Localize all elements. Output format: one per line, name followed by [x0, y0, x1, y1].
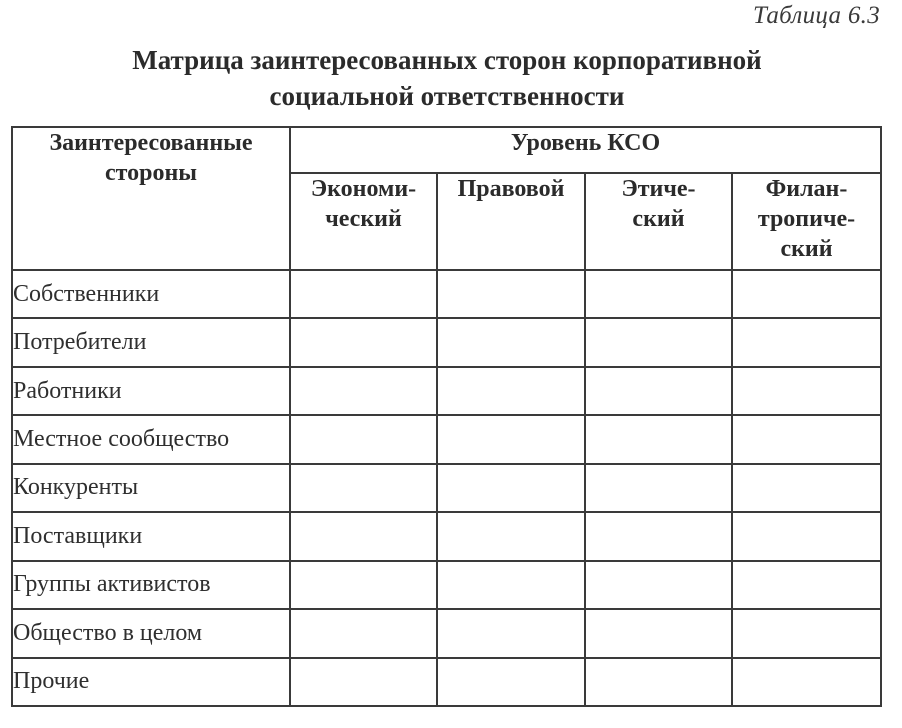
- cell-suppliers-philanthropic: [732, 512, 881, 560]
- cell-competitors-ethical: [585, 464, 732, 512]
- table-row: [12, 512, 881, 560]
- document-title: [0, 42, 894, 114]
- level-header-philanthropic: [732, 173, 881, 270]
- table-row: [12, 609, 881, 657]
- cell-suppliers-legal: [437, 512, 585, 560]
- title-line-1: Матрица заинтересованных сторон корпоративной: [132, 45, 762, 75]
- row-label-competitors: Конкуренты: [12, 464, 290, 512]
- cell-suppliers-economic: [290, 512, 437, 560]
- row-label-suppliers: Поставщики: [12, 512, 290, 560]
- cell-society-philanthropic: [732, 609, 881, 657]
- row-label-consumers: Потребители: [12, 318, 290, 366]
- header-row-top: [12, 127, 881, 173]
- level-header-philanthropic-line-1: Филан-: [765, 176, 848, 202]
- cell-other-legal: [437, 658, 585, 707]
- stakeholder-matrix-table: [11, 126, 882, 707]
- row-label-activist-groups: Группы активистов: [12, 561, 290, 609]
- cell-owners-ethical: [585, 270, 732, 318]
- title-line-2: социальной ответственности: [269, 81, 625, 111]
- level-header-ethical-line-2: ский: [632, 206, 685, 232]
- cell-activist-groups-philanthropic: [732, 561, 881, 609]
- table-number-label: Таблица 6.3: [753, 2, 880, 29]
- cell-owners-legal: [437, 270, 585, 318]
- cell-local-community-philanthropic: [732, 415, 881, 463]
- cell-activist-groups-legal: [437, 561, 585, 609]
- row-label-other: Прочие: [12, 658, 290, 707]
- cell-competitors-economic: [290, 464, 437, 512]
- cell-consumers-legal: [437, 318, 585, 366]
- level-header-legal-line-1: Правовой: [457, 176, 565, 202]
- cell-employees-ethical: [585, 367, 732, 415]
- cell-other-economic: [290, 658, 437, 707]
- cell-employees-economic: [290, 367, 437, 415]
- cell-other-ethical: [585, 658, 732, 707]
- table-row: [12, 658, 881, 707]
- cell-employees-philanthropic: [732, 367, 881, 415]
- cell-local-community-economic: [290, 415, 437, 463]
- cell-employees-legal: [437, 367, 585, 415]
- cell-consumers-economic: [290, 318, 437, 366]
- stakeholders-header-line-2: стороны: [104, 160, 198, 186]
- cell-owners-economic: [290, 270, 437, 318]
- cell-owners-philanthropic: [732, 270, 881, 318]
- table-row: [12, 415, 881, 463]
- cell-consumers-philanthropic: [732, 318, 881, 366]
- cell-consumers-ethical: [585, 318, 732, 366]
- stakeholders-header-line-1: Заинтересованные: [49, 130, 253, 156]
- kso-level-header: Уровень КСО: [290, 127, 881, 173]
- table-row: [12, 367, 881, 415]
- row-label-owners: Собственники: [12, 270, 290, 318]
- level-header-legal: [437, 173, 585, 270]
- cell-local-community-ethical: [585, 415, 732, 463]
- level-header-philanthropic-line-3: ский: [780, 236, 833, 262]
- level-header-economic-line-2: ческий: [325, 206, 402, 232]
- level-header-ethical: [585, 173, 732, 270]
- level-header-ethical-line-1: Этиче-: [621, 176, 696, 202]
- row-label-employees: Работники: [12, 367, 290, 415]
- row-label-local-community: Местное сообщество: [12, 415, 290, 463]
- cell-activist-groups-ethical: [585, 561, 732, 609]
- table-row: [12, 464, 881, 512]
- cell-other-philanthropic: [732, 658, 881, 707]
- cell-society-legal: [437, 609, 585, 657]
- table-row: [12, 270, 881, 318]
- level-header-economic: [290, 173, 437, 270]
- cell-society-economic: [290, 609, 437, 657]
- cell-activist-groups-economic: [290, 561, 437, 609]
- cell-local-community-legal: [437, 415, 585, 463]
- level-header-philanthropic-line-2: тропиче-: [757, 206, 856, 232]
- level-header-economic-line-1: Экономи-: [310, 176, 417, 202]
- cell-society-ethical: [585, 609, 732, 657]
- stakeholders-header: [12, 127, 290, 270]
- cell-competitors-legal: [437, 464, 585, 512]
- table-row: [12, 561, 881, 609]
- cell-suppliers-ethical: [585, 512, 732, 560]
- cell-competitors-philanthropic: [732, 464, 881, 512]
- table-row: [12, 318, 881, 366]
- row-label-society: Общество в целом: [12, 609, 290, 657]
